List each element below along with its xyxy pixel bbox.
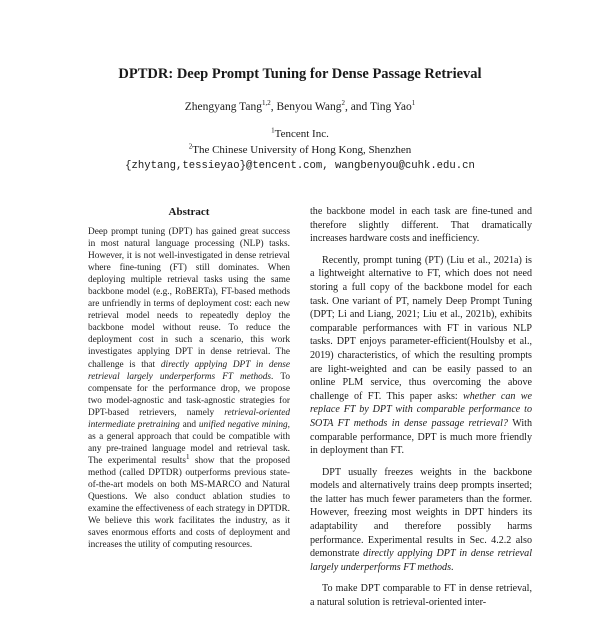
affiliation-mark: 2 — [188, 142, 193, 151]
author-separator: , and — [344, 101, 370, 113]
paper-title: DPTDR: Deep Prompt Tuning for Dense Passage Retrieval — [118, 66, 482, 82]
author-emails: {zhytang,tessieyao}@tencent.com, wangbenyou@cuhk.edu.cn — [125, 160, 475, 172]
author-name: Zhengyang Tang — [184, 101, 262, 113]
body-text: DPT usually freezes weights in the backbone models and alternatively trains deep prompts inserted; the latter has much fewer parameters than the former. However, freezing most weights in DPT hinders its adaptability and therefore possibly harms performance. Experimental results in Sec. 4.2.2 also demonstrate — [310, 466, 532, 560]
author-affiliation-mark: 1 — [411, 99, 416, 108]
affiliation-name: Tencent Inc. — [274, 128, 329, 140]
body-emphasis: whether can we replace FT by DPT with comparable performance to SOTA FT methods in dense passage retrieval? — [310, 390, 532, 429]
body-text: With comparable performance, DPT is much more friendly in deployment than FT. — [310, 417, 532, 457]
abstract-emphasis: retrieval-oriented intermediate pretraining — [88, 407, 290, 430]
abstract-emphasis: unified negative mining — [198, 419, 288, 430]
affiliation-name: The Chinese University of Hong Kong, Shenzhen — [192, 144, 412, 156]
author-affiliation-mark: 1,2 — [261, 99, 271, 108]
body-paragraph: the backbone model in each task are fine-tuned and therefore slightly different. That dramatically increases hardware costs and inefficiency. — [310, 206, 532, 245]
author-name: Ting Yao — [369, 101, 412, 113]
abstract-text: Deep prompt tuning (DPT) has gained great success in most natural language processing (NLP) tasks. However, it is not well-investigated in dense retrieval where fine-tuning (FT) still dominates. When deploying multiple retrieval tasks using the same backbone model (e.g., RoBERTa), FT-based methods are unfriendly in terms of deployment cost: each new retrieval model needs to repeatedly deploy the backbone model without reuse. To reduce the deployment cost in such a scenario, this work investigates applying DPT in dense retrieval. The challenge is that — [88, 227, 290, 370]
author-name: Benyou Wang — [276, 101, 342, 113]
body-emphasis: directly applying DPT in dense retrieval largely underperforms FT methods — [310, 548, 533, 573]
author-affiliation-mark: 2 — [341, 99, 345, 108]
body-text: . — [451, 561, 454, 573]
body-text: Recently, prompt tuning (PT) (Liu et al., 2021a) is a lightweight alternative to FT, which does not need storing a full copy of the backbone model for each task. One variant of PT, namely Deep Prompt Tuning (DPT; Li and Liang, 2021; Liu et al., 2021b), exhibits comparable performances with FT in various NLP tasks. DPT enjoys parameter-efficient(Houlsby et al., 2019) characteristics, of which the resulting prompts are light-weighted and can be easily passed to an online PLM service, thus overcoming the above challenge of FT. This paper asks: — [310, 254, 532, 402]
affiliation-2 — [0, 144, 600, 156]
author-list — [0, 101, 600, 113]
body-paragraph — [310, 254, 532, 458]
abstract-emphasis: directly applying DPT in dense retrieval largely underperforms FT methods — [88, 359, 290, 382]
author-separator: , — [270, 101, 277, 113]
affiliation-mark: 1 — [271, 126, 275, 135]
intro-column — [310, 205, 532, 618]
abstract-text: , as a general approach that could be compatible with any pre-trained language model and retrieval task. The experimental results — [88, 419, 290, 466]
affiliation-1 — [0, 128, 600, 140]
abstract-body — [88, 226, 290, 551]
body-paragraph: To make DPT comparable to FT in dense retrieval, a natural solution is retrieval-oriented inter- — [310, 583, 532, 609]
abstract-text: show that the proposed method (called DPTDR) outperforms previous state-of-the-art models on both MS-MARCO and Natural Questions. We also conduct ablation studies to examine the effectiveness of each strategy in DPTDR. We believe this work facilitates the industry, as it saves enormous efforts and costs of deployment and increases the utility of computing resources. — [88, 455, 290, 551]
abstract-text: . To compensate for the performance drop, we propose two model-agnostic and task-agnostic strategies for DPT-based retrievers, namely — [88, 371, 290, 418]
abstract-heading: Abstract — [168, 206, 210, 218]
footnote-mark: 1 — [186, 452, 190, 461]
abstract-text: and — [179, 419, 199, 430]
body-paragraph — [310, 466, 532, 575]
